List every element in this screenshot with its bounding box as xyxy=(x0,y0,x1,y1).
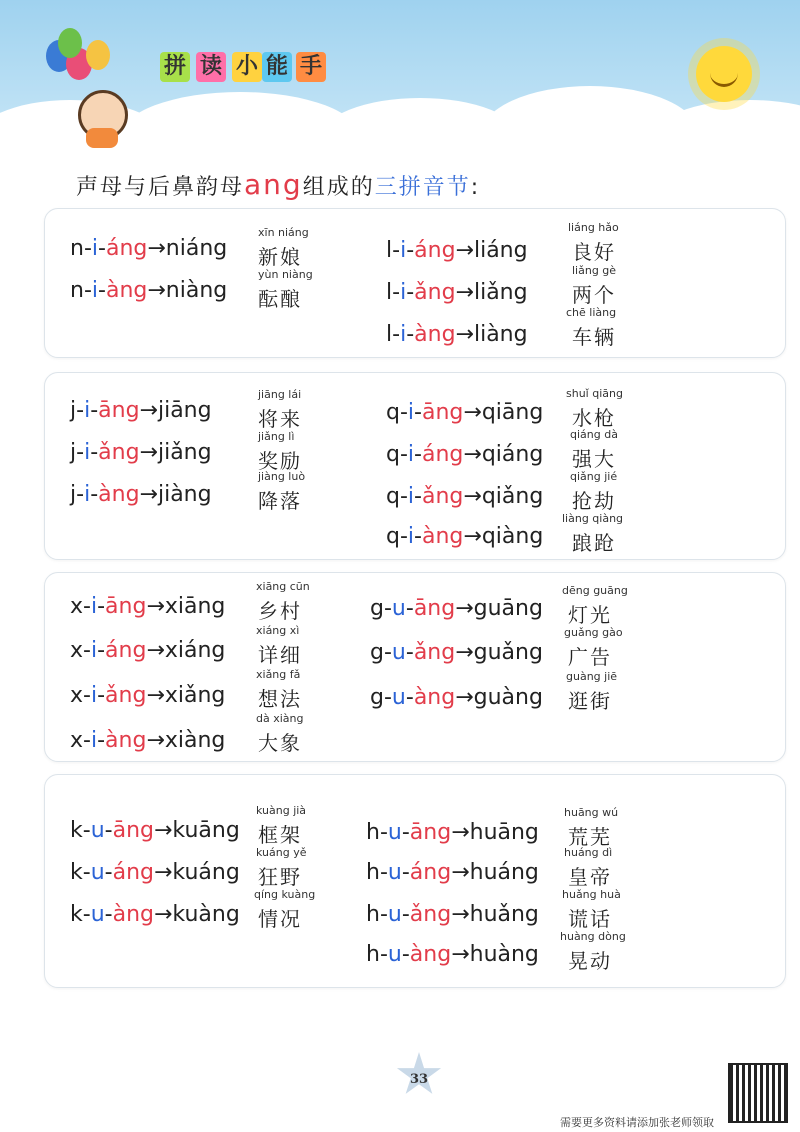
arrow: → xyxy=(146,728,165,753)
arrow: → xyxy=(153,902,173,927)
result-syllable: xiāng xyxy=(164,594,226,619)
medial: i xyxy=(84,482,91,507)
word-hanzi: 想法 xyxy=(258,687,302,711)
syllable-formula xyxy=(386,400,543,425)
syllable-formula xyxy=(386,484,543,509)
dash: - xyxy=(98,236,106,261)
word-hanzi: 强大 xyxy=(572,447,616,471)
arrow: → xyxy=(139,440,158,465)
final: āng xyxy=(421,400,464,425)
medial: u xyxy=(90,902,105,927)
medial: u xyxy=(387,820,402,845)
word-pinyin: guàng jiē xyxy=(566,670,618,683)
arrow: → xyxy=(463,442,482,467)
word-pinyin: dēng guāng xyxy=(562,584,628,597)
medial: u xyxy=(391,685,406,710)
final: ǎng xyxy=(414,280,456,305)
medial: i xyxy=(407,524,415,549)
title-char: 读 xyxy=(196,52,226,82)
word-hanzi: 两个 xyxy=(572,283,616,307)
word-hanzi: 逛街 xyxy=(568,689,612,713)
result-syllable: qiáng xyxy=(481,442,544,467)
syllable-formula xyxy=(366,942,539,967)
medial: u xyxy=(391,596,406,621)
final: àng xyxy=(105,278,148,303)
medial: i xyxy=(90,638,98,663)
dash: - xyxy=(401,860,410,885)
arrow: → xyxy=(153,860,173,885)
syllable-formula xyxy=(370,596,543,621)
medial: u xyxy=(90,818,105,843)
syllable-formula xyxy=(370,685,543,710)
arrow: → xyxy=(451,820,470,845)
dash: - xyxy=(98,278,106,303)
title-char: 手 xyxy=(296,52,326,82)
medial: i xyxy=(400,238,407,263)
arrow: → xyxy=(139,482,158,507)
word-hanzi: 框架 xyxy=(258,823,302,847)
dash: - xyxy=(405,596,414,621)
final: āng xyxy=(112,818,154,843)
initial: x- xyxy=(70,638,91,663)
dash: - xyxy=(97,594,106,619)
final: àng xyxy=(112,902,154,927)
word-hanzi: 详细 xyxy=(258,643,302,667)
initial: x- xyxy=(70,594,91,619)
medial: i xyxy=(84,440,91,465)
arrow: → xyxy=(455,596,474,621)
arrow: → xyxy=(463,400,482,425)
initial: h- xyxy=(366,942,388,967)
dash: - xyxy=(97,683,106,708)
result-syllable: guāng xyxy=(473,596,543,621)
medial: i xyxy=(400,280,407,305)
dash: - xyxy=(97,638,106,663)
medial: i xyxy=(407,484,415,509)
final: áng xyxy=(414,238,456,263)
result-syllable: kuáng xyxy=(172,860,240,885)
word-pinyin: xiāng cūn xyxy=(256,580,310,593)
dash: - xyxy=(405,685,414,710)
arrow: → xyxy=(146,638,165,663)
word-pinyin: xiáng xì xyxy=(256,624,300,637)
word-hanzi: 荒芜 xyxy=(568,825,612,849)
section-heading xyxy=(76,168,480,201)
syllable-formula xyxy=(70,728,225,753)
result-syllable: niàng xyxy=(165,278,228,303)
initial: h- xyxy=(366,902,388,927)
word-hanzi: 将来 xyxy=(258,407,302,431)
arrow: → xyxy=(147,278,166,303)
word-hanzi: 大象 xyxy=(258,731,302,755)
medial: i xyxy=(91,236,99,261)
initial: q- xyxy=(386,400,408,425)
dash: - xyxy=(414,524,422,549)
syllable-formula xyxy=(70,638,225,663)
result-syllable: liàng xyxy=(473,322,528,347)
word-hanzi: 灯光 xyxy=(568,603,612,627)
final: ǎng xyxy=(105,683,147,708)
medial: i xyxy=(400,322,407,347)
balloon-icon xyxy=(58,28,82,58)
initial: q- xyxy=(386,442,408,467)
final: āng xyxy=(413,596,456,621)
medial: i xyxy=(84,398,91,423)
final: áng xyxy=(409,860,452,885)
word-pinyin: huàng dòng xyxy=(560,930,626,943)
medial: u xyxy=(387,942,402,967)
dash: - xyxy=(104,860,113,885)
footer-note: 需要更多资料请添加张老师领取 xyxy=(560,1116,714,1129)
word-hanzi: 谎话 xyxy=(568,907,612,931)
syllable-formula xyxy=(70,440,212,465)
final: āng xyxy=(409,820,452,845)
final: āng xyxy=(105,594,147,619)
syllable-formula xyxy=(366,820,539,845)
result-syllable: jiàng xyxy=(157,482,212,507)
initial: q- xyxy=(386,484,408,509)
heading-text: 声母与后鼻韵母 xyxy=(76,175,245,200)
word-pinyin: shuǐ qiāng xyxy=(566,387,623,400)
result-syllable: huàng xyxy=(469,942,539,967)
word-pinyin: xiǎng fǎ xyxy=(256,668,301,681)
initial: h- xyxy=(366,820,388,845)
word-pinyin: jiāng lái xyxy=(258,388,302,401)
word-hanzi: 酝酿 xyxy=(258,287,302,311)
result-syllable: liáng xyxy=(473,238,528,263)
final: àng xyxy=(413,685,456,710)
final: āng xyxy=(98,398,140,423)
initial: l- xyxy=(386,322,401,347)
dash: - xyxy=(414,442,422,467)
result-syllable: jiāng xyxy=(157,398,212,423)
medial: u xyxy=(387,860,402,885)
final: ǎng xyxy=(409,902,452,927)
dash: - xyxy=(401,942,410,967)
arrow: → xyxy=(147,236,166,261)
arrow: → xyxy=(146,594,165,619)
final: áng xyxy=(105,638,147,663)
initial: l- xyxy=(386,238,401,263)
result-syllable: jiǎng xyxy=(157,440,212,465)
word-pinyin: dà xiàng xyxy=(256,712,304,725)
dash: - xyxy=(406,280,415,305)
syllable-formula xyxy=(70,902,240,927)
syllable-formula xyxy=(386,524,543,549)
result-syllable: qiǎng xyxy=(481,484,544,509)
word-pinyin: yùn niàng xyxy=(258,268,313,281)
medial: i xyxy=(407,442,415,467)
result-syllable: kuàng xyxy=(172,902,240,927)
word-pinyin: kuàng jià xyxy=(256,804,307,817)
result-syllable: xiǎng xyxy=(164,683,226,708)
title-char: 小 xyxy=(232,52,262,82)
cloud-base xyxy=(0,140,800,170)
syllable-formula xyxy=(386,442,543,467)
word-pinyin: guǎng gào xyxy=(564,626,623,639)
word-pinyin: qiáng dà xyxy=(570,428,618,441)
arrow: → xyxy=(451,860,470,885)
syllable-formula xyxy=(370,640,543,665)
dash: - xyxy=(406,322,415,347)
medial: i xyxy=(91,278,99,303)
result-syllable: kuāng xyxy=(172,818,240,843)
word-pinyin: qiǎng jié xyxy=(570,470,618,483)
medial: u xyxy=(387,902,402,927)
word-hanzi: 乡村 xyxy=(258,599,302,623)
result-syllable: guǎng xyxy=(473,640,543,665)
word-pinyin: kuáng yě xyxy=(256,846,307,859)
arrow: → xyxy=(451,942,470,967)
final: ǎng xyxy=(421,484,464,509)
result-syllable: qiàng xyxy=(481,524,544,549)
word-hanzi: 新娘 xyxy=(258,245,302,269)
initial: x- xyxy=(70,728,91,753)
title-char: 拼 xyxy=(160,52,190,82)
initial: x- xyxy=(70,683,91,708)
initial: k- xyxy=(70,818,91,843)
result-syllable: niáng xyxy=(165,236,228,261)
arrow: → xyxy=(451,902,470,927)
syllable-formula xyxy=(70,818,240,843)
syllable-formula xyxy=(70,278,227,303)
dash: - xyxy=(414,400,422,425)
initial: n- xyxy=(70,236,92,261)
syllable-formula xyxy=(386,238,528,263)
word-pinyin: huǎng huà xyxy=(562,888,621,901)
dash: - xyxy=(414,484,422,509)
heading-text: : xyxy=(470,175,481,200)
result-syllable: liǎng xyxy=(473,280,528,305)
final: àng xyxy=(414,322,456,347)
syllable-formula xyxy=(386,280,528,305)
arrow: → xyxy=(153,818,173,843)
initial: q- xyxy=(386,524,408,549)
title-char: 能 xyxy=(262,52,292,82)
word-hanzi: 车辆 xyxy=(572,325,616,349)
word-hanzi: 抢劫 xyxy=(572,489,616,513)
word-hanzi: 良好 xyxy=(572,240,616,264)
result-syllable: huāng xyxy=(469,820,539,845)
dash: - xyxy=(104,818,113,843)
initial: j- xyxy=(70,482,85,507)
result-syllable: qiāng xyxy=(481,400,544,425)
final: àng xyxy=(98,482,140,507)
initial: n- xyxy=(70,278,92,303)
word-pinyin: liáng hǎo xyxy=(568,221,619,234)
syllable-formula xyxy=(70,398,212,423)
word-pinyin: chē liàng xyxy=(566,306,617,319)
qr-code xyxy=(730,1065,786,1121)
medial: u xyxy=(391,640,406,665)
girl-dress xyxy=(86,128,118,148)
arrow: → xyxy=(455,322,474,347)
arrow: → xyxy=(139,398,158,423)
initial: l- xyxy=(386,280,401,305)
result-syllable: xiàng xyxy=(164,728,226,753)
initial: k- xyxy=(70,860,91,885)
balloon-icon xyxy=(86,40,110,70)
final: áng xyxy=(105,236,148,261)
medial: i xyxy=(407,400,415,425)
final: ǎng xyxy=(98,440,140,465)
initial: h- xyxy=(366,860,388,885)
word-hanzi: 水枪 xyxy=(572,406,616,430)
dash: - xyxy=(405,640,414,665)
heading-highlight: 三拼音节 xyxy=(374,175,471,200)
word-pinyin: jiǎng lì xyxy=(258,430,295,443)
dash: - xyxy=(97,728,106,753)
syllable-formula xyxy=(366,902,539,927)
final: áng xyxy=(421,442,464,467)
initial: g- xyxy=(370,596,392,621)
final: ǎng xyxy=(413,640,456,665)
arrow: → xyxy=(455,640,474,665)
final: áng xyxy=(112,860,154,885)
syllable-formula xyxy=(70,683,225,708)
dash: - xyxy=(406,238,415,263)
dash: - xyxy=(90,440,99,465)
final: àng xyxy=(409,942,452,967)
word-hanzi: 踉跄 xyxy=(572,531,616,555)
dash: - xyxy=(401,902,410,927)
word-pinyin: jiàng luò xyxy=(258,470,306,483)
medial: i xyxy=(90,594,98,619)
arrow: → xyxy=(463,484,482,509)
word-pinyin: liàng qiàng xyxy=(562,512,624,525)
dash: - xyxy=(90,482,99,507)
final: àng xyxy=(105,728,147,753)
result-syllable: guàng xyxy=(473,685,543,710)
dash: - xyxy=(401,820,410,845)
result-syllable: xiáng xyxy=(164,638,226,663)
initial: j- xyxy=(70,398,85,423)
syllable-formula xyxy=(70,482,212,507)
syllable-formula xyxy=(70,860,240,885)
syllable-formula xyxy=(366,860,539,885)
arrow: → xyxy=(455,685,474,710)
syllable-formula xyxy=(386,322,528,347)
medial: i xyxy=(90,683,98,708)
word-pinyin: xīn niáng xyxy=(258,226,309,239)
initial: j- xyxy=(70,440,85,465)
word-hanzi: 广告 xyxy=(568,645,612,669)
word-pinyin: qíng kuàng xyxy=(254,888,316,901)
word-pinyin: liǎng gè xyxy=(572,264,617,277)
arrow: → xyxy=(463,524,482,549)
medial: i xyxy=(90,728,98,753)
page-number: 33 xyxy=(409,1072,429,1087)
syllable-formula xyxy=(70,236,227,261)
final: àng xyxy=(421,524,464,549)
syllable-formula xyxy=(70,594,225,619)
word-hanzi: 狂野 xyxy=(258,865,302,889)
word-hanzi: 皇帝 xyxy=(568,865,612,889)
heading-ang: ang xyxy=(244,168,303,201)
initial: g- xyxy=(370,640,392,665)
medial: u xyxy=(90,860,105,885)
word-hanzi: 降落 xyxy=(258,489,302,513)
arrow: → xyxy=(146,683,165,708)
word-pinyin: huāng wú xyxy=(564,806,619,819)
word-hanzi: 奖励 xyxy=(258,449,302,473)
arrow: → xyxy=(455,280,474,305)
initial: g- xyxy=(370,685,392,710)
result-syllable: huáng xyxy=(469,860,539,885)
arrow: → xyxy=(455,238,474,263)
dash: - xyxy=(90,398,99,423)
dash: - xyxy=(104,902,113,927)
word-hanzi: 情况 xyxy=(258,907,302,931)
heading-text: 组成的 xyxy=(302,175,375,200)
word-hanzi: 晃动 xyxy=(568,949,612,973)
word-pinyin: huáng dì xyxy=(564,846,613,859)
result-syllable: huǎng xyxy=(469,902,539,927)
initial: k- xyxy=(70,902,91,927)
